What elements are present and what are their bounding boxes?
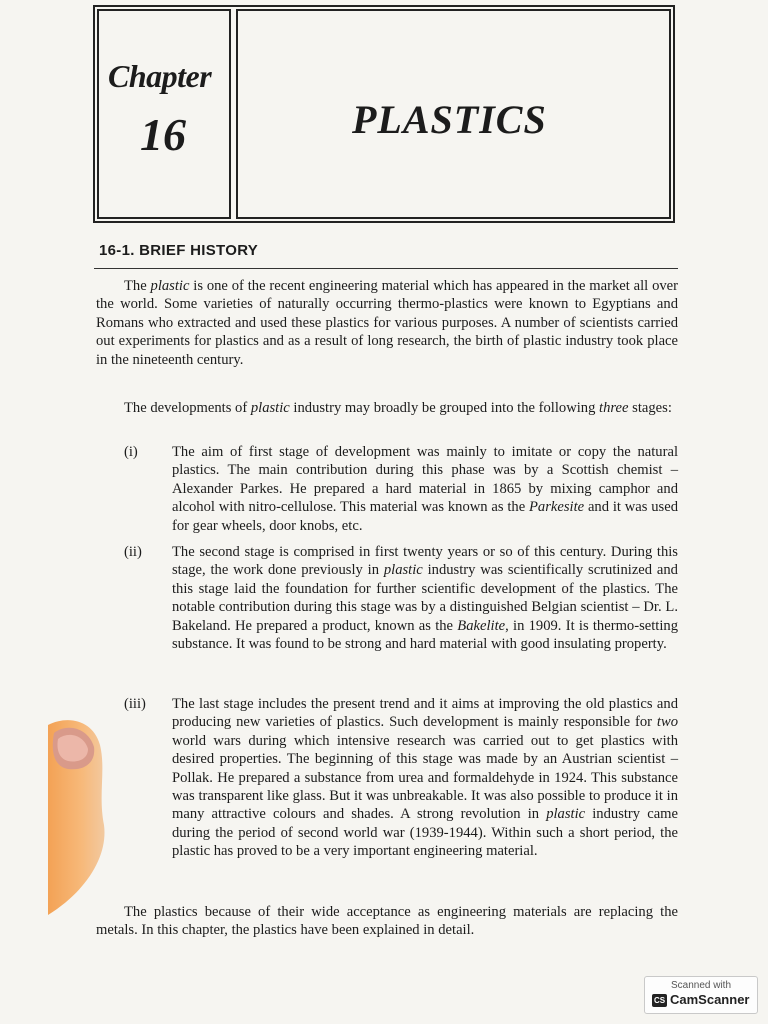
watermark-caption: Scanned with <box>670 980 732 991</box>
stage-text: The aim of first stage of development was mainly to imitate or copy the natural plastics. The main contribution during this phase was by a Scottish chemist – Alexander Parkes. He prepared a hard material in 1865 by mixing camphor and alcohol with nitro-cellulose. This material was known as the Parkesite and it was used for gear wheels, door knobs, etc. <box>172 444 678 534</box>
stages-intro-text: The developments of plastic industry may broadly be grouped into the following three stages: <box>124 400 672 416</box>
stage-label: (i) <box>124 444 138 460</box>
closing-paragraph-text: The plastics because of their wide acceptance as engineering materials are replacing the metals. In this chapter, the plastics have been explained in detail. <box>96 904 678 939</box>
stage-label: (iii) <box>124 696 146 712</box>
stage-text: The last stage includes the present trend and it aims at improving the old plastics and producing new varieties of plastics. Such development is mainly responsible for two world wars during which intensive research was carried out to get plastics with desired properties. The beginning of this stage was made by an Austrian scientist – Pollak. He prepared a substance from urea and formaldehyde in 1924. This substance was transparent like glass. But it was unbreakable. It was also possible to produce it in many attractive colours and shades. A strong revolution in plastic industry came during the period of second world war (1939-1944). Within such a short period, the plastic has proved to be a very important engineering material. <box>172 696 678 860</box>
stage-text: The second stage is comprised in first twenty years or so of this century. During this stage, the work done previously in plastic industry was scientifically scrutinized and this stage laid the foundation for further scientific development of the plastics. The notable contribution during this stage was by a distinguished Belgian scientist – Dr. L. Bakeland. He prepared a product, known as the Bakelite, in 1909. It is thermo-setting substance. It was found to be strong and hard material with good insulating property. <box>172 544 678 653</box>
intro-paragraph-text: The plastic is one of the recent engineering material which has appeared in the market all over the world. Some varieties of naturally occurring thermo-plastics were known to Egyptians and Romans who extracted and used these plastics for various purposes. A number of scientists carried out experiments for plastics and as a result of long research, the birth of plastic industry took place in the nineteenth century. <box>96 278 679 368</box>
watermark-brand: CamScanner <box>670 992 750 1007</box>
section-rule <box>94 268 678 269</box>
stage-label: (ii) <box>124 544 142 560</box>
chapter-number: 16 <box>140 109 186 160</box>
stages-intro-paragraph <box>96 399 678 417</box>
camscanner-watermark <box>644 976 758 1014</box>
section-heading: 16-1. BRIEF HISTORY <box>99 242 259 259</box>
camscanner-logo-icon: CS <box>653 996 666 1005</box>
chapter-title: PLASTICS <box>352 97 547 142</box>
chapter-label: Chapter <box>108 58 212 94</box>
closing-paragraph <box>96 903 678 940</box>
intro-paragraph <box>96 277 678 369</box>
thumb-image <box>48 715 108 915</box>
